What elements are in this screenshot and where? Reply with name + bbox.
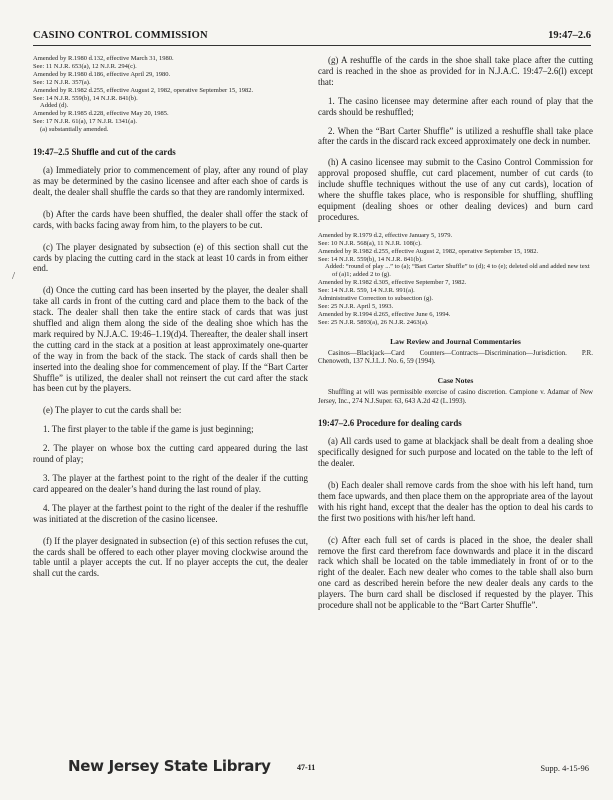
supplement-date: Supp. 4-15-96 [540,763,589,773]
history-line: See: 25 N.J.R. April 5, 1993. [318,302,394,310]
case-notes-text: Shuffling at will was permissible exercise of casino discretion. Campione v. Adamar of New Jersey, Inc., 274 N.J.Super. 63, 643 A.2d 42 (L.1993). [318,389,593,405]
history-line: See: 12 N.J.R. 357(a). [33,78,91,86]
paragraph-c: (c) After each full set of cards is placed in the shoe, the dealer shall remove the first card therefrom face downwards and place it in the discard rack which shall be located on the table immediately in front of or to the right of the dealer. Each new dealer who comes to the table shall also burn one card as described herein before the new dealer deals any cards to the players. The burn card shall be disclosed if requested by the player. This procedure shall not be applicable to the “Bart Carter Shuffle”. [318,534,593,611]
paragraph-h: (h) A casino licensee may submit to the Casino Control Commission for approval proposed shuffle, cut card placement, number of cut cards (to include shuffle techniques without the use of any cut cards), location of where the shuffle takes place, who is responsible for shuffling, shuffling equipment (dealing shoes or other dealing devices) and burn card procedures. [318,157,593,222]
history-line: Added (d). [40,102,69,110]
history-line: Amended by R.1982 d.255, effective August 2, 1982, operative September 15, 1982. [33,86,254,94]
history-line: Amended by R.1982 d.255, effective August 2, 1982, operative September 15, 1982. [318,247,539,255]
list-item: 2. When the “Bart Carter Shuffle” is utilized a reshuffle shall take place after the cards in the discard rack exceed approximately one deck in number. [318,125,593,147]
history-line: (a) substantially amended. [40,126,109,134]
library-stamp: New Jersey State Library [68,757,271,775]
history-line: Amended by R.1980 d.132, effective March 31, 1980. [33,55,174,62]
history-line: See: 14 N.J.R. 559(b), 14 N.J.R. 841(b). [33,94,138,102]
list-item: 2. The player on whose box the cutting card appeared during the last round of play; [33,443,308,465]
margin-mark: / [12,270,16,282]
section-heading: 19:47–2.6 Procedure for dealing cards [318,418,462,429]
history-line: Amended by R.1982 d.305, effective September 7, 1982. [318,279,467,287]
header-title: CASINO CONTROL COMMISSION [33,30,208,41]
left-column [33,55,308,579]
history-line: See: 10 N.J.R. 568(a), 11 N.J.R. 108(c). [318,239,422,247]
case-notes-heading: Case Notes [437,376,474,386]
list-item: 3. The player at the farthest point to the right of the dealer if the cutting card appeared on the dealer’s hand during the last round of play. [33,473,308,494]
history-line: Administrative Correction to subsection (g). [318,295,433,303]
paragraph-b: (b) After the cards have been shuffled, the dealer shall offer the stack of cards, with backs facing away from him, to the players to be cut. [33,208,308,230]
paragraph-b: (b) Each dealer shall remove cards from the shoe with his left hand, turn them face upwards, and then place them on the appropriate area of the layout with his right hand, except that the dealer has the option to deal his cards to the first two positions with his/her left hand. [318,480,593,523]
history-line: See: 14 N.J.R. 559, 14 N.J.R. 991(a). [318,287,415,295]
law-review-text: Casinos—Blackjack—Card Counters—Contracts—Discrimination—Jurisdiction. P.R. Chenoweth, 137 N.J.L.J. No. 6, 59 (1994). [318,349,593,366]
history-line: See: 25 N.J.R. 5893(a), 26 N.J.R. 2463(a). [318,318,429,326]
list-item: 1. The casino licensee may determine after each round of play that the cards should be reshuffled; [318,95,593,117]
history-line: See: 14 N.J.R. 559(b), 14 N.J.R. 841(b). [318,255,423,263]
section-heading: 19:47–2.5 Shuffle and cut of the cards [33,147,176,158]
history-line: See: 11 N.J.R. 653(a), 12 N.J.R. 294(c). [33,62,137,70]
history-line: Amended by R.1994 d.265, effective June 6, 1994. [318,310,451,318]
page-number: 47-11 [297,763,316,772]
paragraph-a: (a) Immediately prior to commencement of play, after any round of play as may be determined by the casino licensee and after each shoe of cards is dealt, the dealer shall shuffle the cards so that they are randomly intermixed. [33,165,308,197]
paragraph-f: (f) If the player designated in subsection (e) of this section refuses the cut, the cards shall be offered to each other player moving clockwise around the table until a player accepts the cut. If no player accepts the cut, the dealer shall cut the cards. [33,535,308,579]
history-line: Amended by R.1980 d.186, effective April 29, 1980. [33,70,171,78]
list-item: 1. The first player to the table if the game is just beginning; [43,424,254,435]
history-line: Added: “round of play ...” to (a); “Bart Carter Shuffle” to (d); 4 to (e); deleted old and added new text of (a)1; added 2 to (g). [325,263,590,279]
paragraph-c: (c) The player designated by subsection (e) of this section shall cut the cards by placing the cutting card in the stack at least 10 cards in from either end. [33,241,308,274]
header-section-number: 19:47–2.6 [548,30,591,41]
history-line: See: 17 N.J.R. 61(a), 17 N.J.R. 1341(a). [33,118,137,126]
paragraph-a: (a) All cards used to game at blackjack shall be dealt from a dealing shoe specifically designed for such purpose and located on the table to the left of the dealer. [318,436,593,469]
running-header [33,30,591,46]
history-line: Amended by R.1985 d.228, effective May 20, 1985. [33,110,169,118]
paragraph-g: (g) A reshuffle of the cards in the shoe shall take place after the cutting card is reached in the shoe as provided for in N.J.A.C. 19:47–2.6(l) except that: [318,55,593,87]
history-line: Amended by R.1979 d.2, effective January 5, 1979. [318,231,453,239]
paragraph-e: (e) The player to cut the cards shall be: [43,405,182,416]
paragraph-d: (d) Once the cutting card has been inserted by the player, the dealer shall take all cards in front of the cutting card and place them to the back of the stack. The dealer shall then take the entire stack of cards that was just shuffled and align them along the side of the dealing shoe which has the mark required by N.J.A.C. 19:46–1.19(d)4. Thereafter, the dealer shall insert the cutting card in the stack at a position at least approximately one-quarter of the way in from the back of the stack. The stack of cards shall then be inserted into the dealing shoe for commencement of play. If the “Bart Carter Shuffle” is utilized, the dealer shall not reinsert the cut card after the stack has been cut by the players. [33,285,308,394]
law-review-heading: Law Review and Journal Commentaries [390,336,521,346]
right-column [318,55,593,611]
history-notes [33,55,308,134]
history-notes [318,232,593,327]
list-item: 4. The player at the farthest point to the right of the dealer if the reshuffle was initiated at the discretion of the casino licensee. [33,502,308,524]
